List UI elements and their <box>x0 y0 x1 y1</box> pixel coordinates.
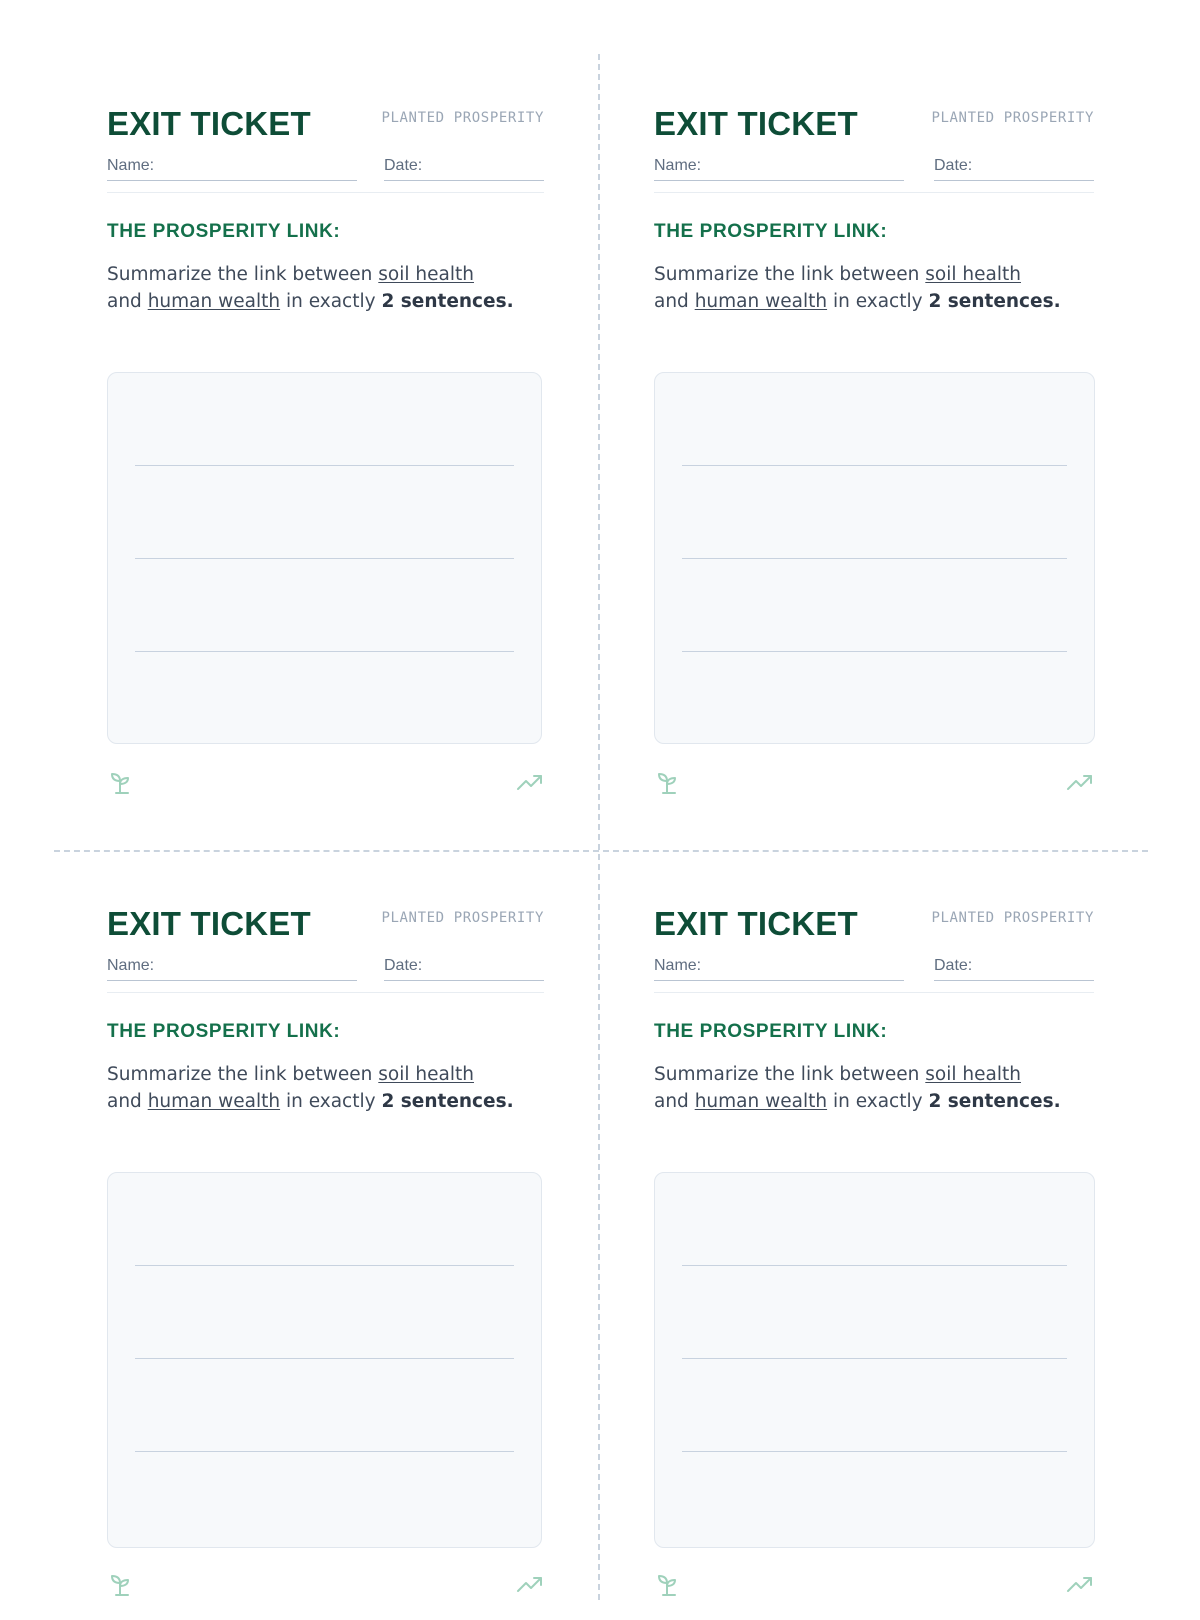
ticket-footer <box>654 1572 1094 1602</box>
prompt-part: in exactly <box>827 291 929 312</box>
sprout-icon <box>656 1572 682 1598</box>
ticket-footer <box>107 770 544 800</box>
prompt-part: and <box>107 1091 148 1112</box>
prompt-term-soil-health: soil health <box>378 1064 474 1085</box>
sprout-icon <box>109 770 135 796</box>
answer-box[interactable] <box>654 1172 1095 1548</box>
ticket-header <box>654 900 1094 946</box>
writing-line <box>682 558 1067 559</box>
prompt-text <box>654 1061 1094 1115</box>
prompt-emphasis: 2 sentences <box>928 291 1054 312</box>
writing-line <box>135 465 514 466</box>
prompt-part: and <box>107 291 148 312</box>
prompt-text <box>654 261 1094 315</box>
name-field[interactable]: Name: <box>654 956 904 981</box>
answer-box[interactable] <box>107 372 542 744</box>
writing-line <box>135 1451 514 1452</box>
date-field[interactable]: Date: <box>934 156 1094 181</box>
name-field[interactable]: Name: <box>654 156 904 181</box>
name-field[interactable]: Name: <box>107 956 357 981</box>
brand-tag: PLANTED PROSPERITY <box>931 910 1094 926</box>
exit-ticket-bottom-right <box>654 900 1094 1620</box>
prompt-end: . <box>1053 1091 1061 1112</box>
prompt-emphasis: 2 sentences <box>381 1091 507 1112</box>
trending-up-icon <box>1066 1574 1094 1596</box>
divider <box>107 192 544 193</box>
prompt-text <box>107 1061 544 1115</box>
prompt-part: Summarize the link between <box>107 264 379 285</box>
prompt-heading: THE PROSPERITY LINK: <box>107 1021 341 1042</box>
prompt-part: Summarize the link between <box>654 264 926 285</box>
prompt-end: . <box>506 291 514 312</box>
prompt-end: . <box>1053 291 1061 312</box>
exit-ticket-top-left <box>107 100 544 820</box>
prompt-term-soil-health: soil health <box>925 1064 1021 1085</box>
prompt-term-human-wealth: human wealth <box>694 1091 828 1112</box>
prompt-term-human-wealth: human wealth <box>694 291 828 312</box>
ticket-title: EXIT TICKET <box>107 105 311 142</box>
name-field[interactable]: Name: <box>107 156 357 181</box>
prompt-heading: THE PROSPERITY LINK: <box>654 1021 888 1042</box>
writing-line <box>135 1358 514 1359</box>
ticket-header <box>107 900 544 946</box>
ticket-title: EXIT TICKET <box>654 905 858 942</box>
divider <box>654 992 1094 993</box>
brand-tag: PLANTED PROSPERITY <box>381 910 544 926</box>
prompt-end: . <box>506 1091 514 1112</box>
writing-line <box>682 651 1067 652</box>
writing-line <box>682 465 1067 466</box>
prompt-emphasis: 2 sentences <box>928 1091 1054 1112</box>
ticket-footer <box>107 1572 544 1602</box>
brand-tag: PLANTED PROSPERITY <box>381 110 544 126</box>
name-date-row <box>654 156 1094 186</box>
horizontal-cut-line <box>54 850 1148 852</box>
writing-line <box>135 1265 514 1266</box>
prompt-part: and <box>654 291 695 312</box>
prompt-heading: THE PROSPERITY LINK: <box>654 221 888 242</box>
ticket-footer <box>654 770 1094 800</box>
writing-line <box>682 1451 1067 1452</box>
ticket-title: EXIT TICKET <box>107 905 311 942</box>
prompt-part: Summarize the link between <box>107 1064 379 1085</box>
prompt-term-soil-health: soil health <box>378 264 474 285</box>
prompt-term-human-wealth: human wealth <box>147 291 281 312</box>
date-field[interactable]: Date: <box>934 956 1094 981</box>
prompt-emphasis: 2 sentences <box>381 291 507 312</box>
writing-line <box>682 1358 1067 1359</box>
ticket-header <box>107 100 544 146</box>
trending-up-icon <box>516 772 544 794</box>
name-date-row <box>654 956 1094 986</box>
brand-tag: PLANTED PROSPERITY <box>931 110 1094 126</box>
vertical-cut-line <box>598 54 600 1600</box>
ticket-header <box>654 100 1094 146</box>
ticket-title: EXIT TICKET <box>654 105 858 142</box>
trending-up-icon <box>1066 772 1094 794</box>
sprout-icon <box>109 1572 135 1598</box>
prompt-term-human-wealth: human wealth <box>147 1091 281 1112</box>
date-field[interactable]: Date: <box>384 956 544 981</box>
prompt-part: Summarize the link between <box>654 1064 926 1085</box>
prompt-part: in exactly <box>827 1091 929 1112</box>
writing-line <box>135 651 514 652</box>
trending-up-icon <box>516 1574 544 1596</box>
divider <box>654 192 1094 193</box>
writing-line <box>682 1265 1067 1266</box>
prompt-text <box>107 261 544 315</box>
prompt-part: and <box>654 1091 695 1112</box>
date-field[interactable]: Date: <box>384 156 544 181</box>
divider <box>107 992 544 993</box>
answer-box[interactable] <box>654 372 1095 744</box>
sprout-icon <box>656 770 682 796</box>
prompt-heading: THE PROSPERITY LINK: <box>107 221 341 242</box>
prompt-term-soil-health: soil health <box>925 264 1021 285</box>
prompt-part: in exactly <box>280 1091 382 1112</box>
prompt-part: in exactly <box>280 291 382 312</box>
exit-ticket-bottom-left <box>107 900 544 1620</box>
answer-box[interactable] <box>107 1172 542 1548</box>
exit-ticket-top-right <box>654 100 1094 820</box>
name-date-row <box>107 156 544 186</box>
writing-line <box>135 558 514 559</box>
name-date-row <box>107 956 544 986</box>
